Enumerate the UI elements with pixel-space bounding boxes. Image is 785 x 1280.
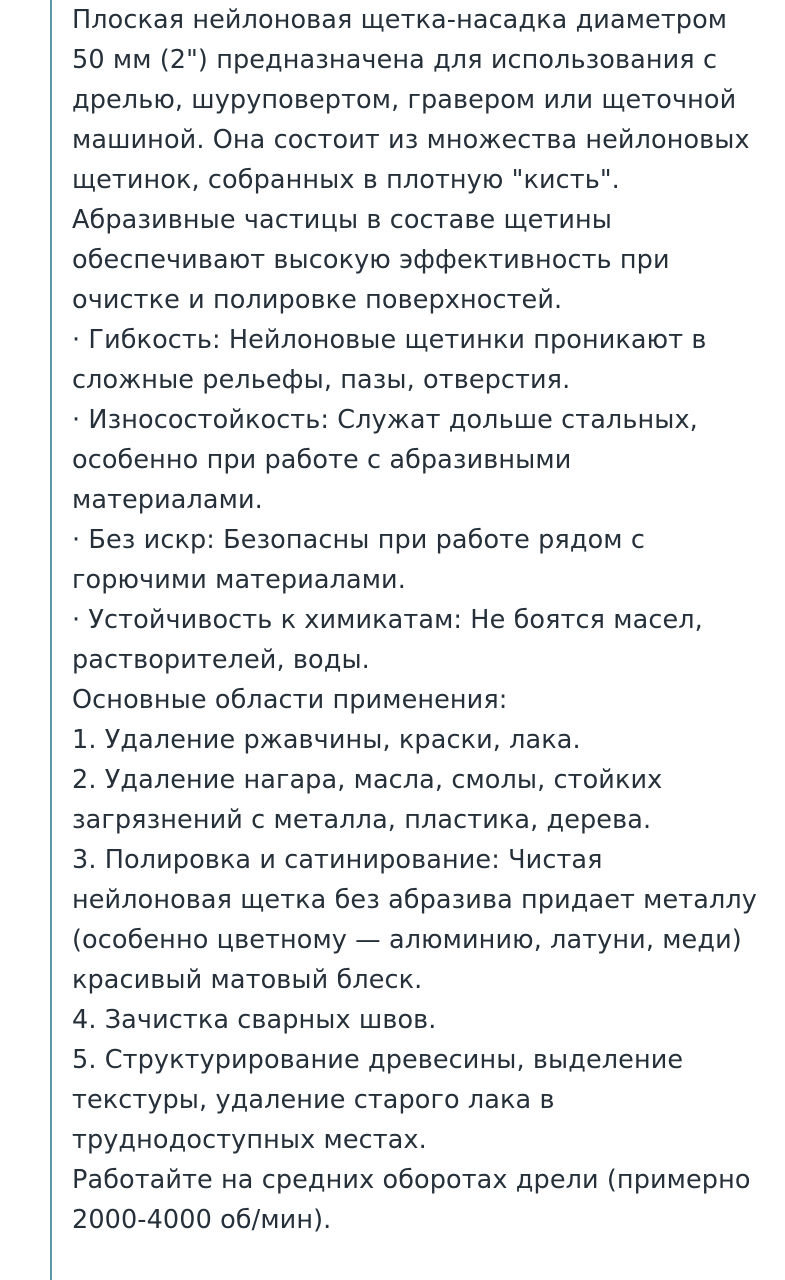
paragraph-application-3: 3. Полировка и сатинирование: Чистая нейлоновая щетка без абразива придает металлу (особенно цветному — алюминию, латуни, меди) красивый матовый блеск. xyxy=(72,845,766,995)
paragraph-feature-flexibility: · Гибкость: Нейлоновые щетинки проникают в сложные рельефы, пазы, отверстия. xyxy=(72,325,715,395)
paragraph-application-2: 2. Удаление нагара, масла, смолы, стойких загрязнений с металла, пластика, дерева. xyxy=(72,765,671,835)
paragraph-intro: Плоская нейлоновая щетка-насадка диаметром 50 мм (2") предназначена для использования с дрелью, шуруповертом, гравером или щеточной машиной. Она состоит из множества нейлоновых щетинок, собранных в плотную "кисть". Абразивные частицы в составе щетины обеспечивают высокую эффективность при очистке и полировке поверхностей. xyxy=(72,5,758,315)
left-accent-rule xyxy=(50,0,52,1280)
paragraph-feature-durability: · Износостойкость: Служат дольше стальных, особенно при работе с абразивными материалами. xyxy=(72,405,707,515)
paragraph-feature-no-sparks: · Без искр: Безопасны при работе рядом с горючими материалами. xyxy=(72,525,654,595)
paragraph-usage-note: Работайте на средних оборотах дрели (примерно 2000-4000 об/мин). xyxy=(72,1165,759,1235)
paragraph-feature-chemical-resistance: · Устойчивость к химикатам: Не боятся масел, растворителей, воды. xyxy=(72,605,712,675)
paragraph-application-4: 4. Зачистка сварных швов. xyxy=(72,1005,437,1035)
paragraph-application-5: 5. Структурирование древесины, выделение текстуры, удаление старого лака в труднодоступных местах. xyxy=(72,1045,692,1155)
product-description-body xyxy=(72,0,766,1240)
paragraph-application-1: 1. Удаление ржавчины, краски, лака. xyxy=(72,725,581,755)
paragraph-applications-heading: Основные области применения: xyxy=(72,685,508,715)
